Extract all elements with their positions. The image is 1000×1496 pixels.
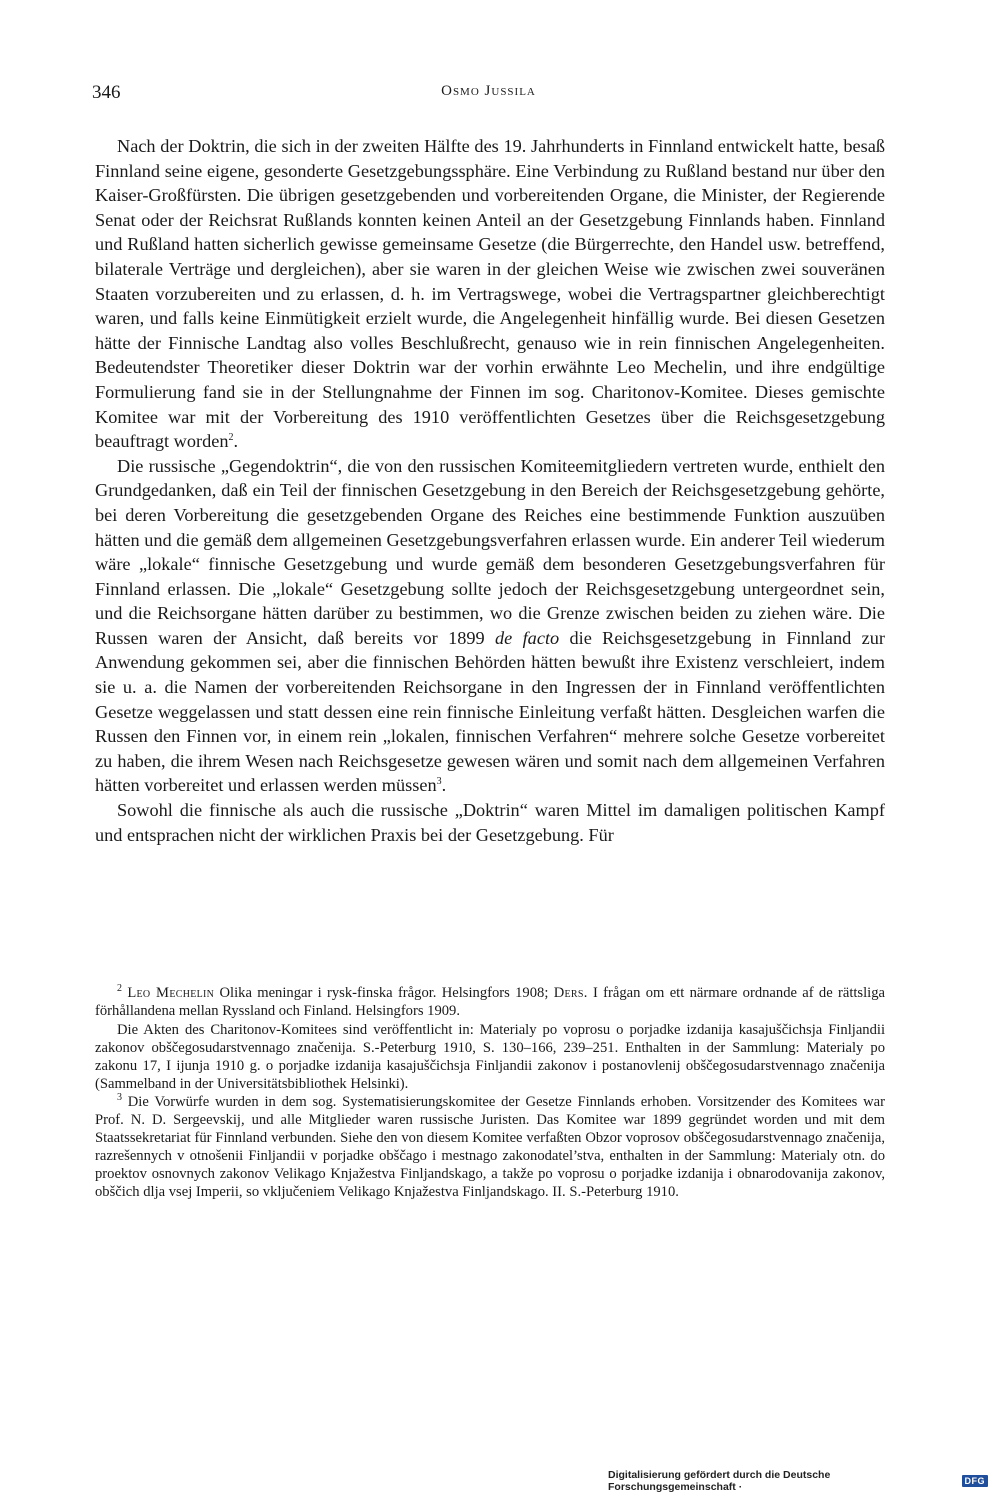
digitization-footer <box>608 1469 988 1493</box>
footnote-3 <box>95 1093 885 1201</box>
footnote-2-author: Leo Mechelin <box>127 985 215 1001</box>
dfg-logo-icon: DFG <box>962 1475 989 1487</box>
paragraph-2-end: . <box>441 775 447 796</box>
paragraph-1 <box>95 134 885 454</box>
page-header <box>92 82 885 110</box>
paragraph-2-text-b: die Reichsgesetzgebung in Finnland zur Anwendung gekommen sei, aber die finnischen Behörden hätten bewußt ihre Existenz verschleiert, indem sie u. a. die Namen der vorbereitenden Reichsorgane in den Ingressen der in Finnland veröffentlichten Gesetze weggelassen und statt dessen eine rein finnische Einleitung verfaßt hätten. Desgleichen warfen die Russen den Finnen vor, in einem rein „lokalen, finnischen Verfahren“ mehrere solche Gesetze vorbereitet zu haben, die ihrem Wesen nach Reichsgesetze gewesen wären und somit nach dem allgemeinen Verfahren hätten vorbereitet und erlassen werden müssen <box>95 627 886 796</box>
paragraph-2-italic: de facto <box>495 627 560 648</box>
paragraph-1-text: Nach der Doktrin, die sich in der zweiten Hälfte des 19. Jahrhunderts in Finnland entwickelt hatte, besaß Finnland seine eigene, gesonderte Gesetzgebungssphäre. Eine Verbindung zu Rußland bestand nur über den Kaiser-Großfürsten. Die übrigen gesetzgebenden und vorbereitenden Organe, die Minister, der Regierende Senat oder der Reichsrat Rußlands konnten keinen Anteil an der Gesetzgebung Finnlands haben. Finnland und Rußland hatten sicherlich gewisse gemeinsame Gesetze (die Bürgerrechte, den Handel usw. betreffend, bilaterale Verträge und dergleichen), aber sie waren in der gleichen Weise wie zwischen zwei souveränen Staaten vorzubereiten und zu erlassen, d. h. im Vertragswege, wobei die Vertragspartner gleichberechtigt waren, und falls keine Einmütigkeit erzielt wurde, die Angelegenheit hinfällig wurde. Bei diesen Gesetzen hätte der Finnische Landtag also volles Beschlußrecht, genauso wie in rein finnischen Angelegenheiten. Bedeutendster Theoretiker dieser Doktrin war der vorhin erwähnte Leo Mechelin, und ihre endgültige Formulierung fand sie in der Stellungnahme der Finnen im sog. Charitonov-Komitee. Dieses gemischte Komitee war mit der Vorbereitung des 1910 veröffentlichten Gesetzes über die Reichsgesetzgebung beauftragt worden <box>95 136 885 452</box>
footnote-2-continued: Die Akten des Charitonov-Komitees sind veröffentlicht in: Materialy po voprosu o porjadke izdanija kasajuščichsja Finljandii zakonov obščegosudarstvennago značenija. S.-Peterburg 1910, S. 130–166, 239–251. Enthalten in der Sammlung: Materialy po zakonu 17, I ijunja 1910 g. o porjadke izdanija kasajuščichsja Finljandii zakonov i postanovlenij obščegosudarstvennago značenija (Sammelband in der Universitätsbibliothek Helsinki). <box>95 1022 885 1092</box>
footnote-3-mark: 3 <box>117 1092 122 1104</box>
footnote-2-text-1: Olika meningar i rysk-finska frågor. Helsingfors 1908; <box>214 985 554 1001</box>
page-number: 346 <box>92 82 121 103</box>
footnotes <box>95 984 885 1201</box>
footnote-2-author-ders: Ders. <box>553 985 588 1001</box>
running-head: Osmo Jussila <box>441 83 536 99</box>
paragraph-2 <box>95 454 885 798</box>
footnote-2-mark: 2 <box>117 983 122 995</box>
paragraph-2-text-a: Die russische „Gegendoktrin“, die von den russischen Komiteemitgliedern vertreten wurde, enthielt den Grundgedanken, daß ein Teil der finnischen Gesetzgebung in den Bereich der Reichsgesetzgebung gehörte, bei deren Vorbereitung die gesetzgebenden Organe des Reiches eine bestimmende Funktion auszuüben hätten und die gemäß dem allgemeinen Gesetzgebungsverfahren erlassen wurde. Ein anderer Teil wiederum wäre „lokale“ finnische Gesetzgebung und wurde gemäß dem besonderen Gesetzgebungsverfahren für Finnland erlassen. Die „lokale“ Gesetzgebung sollte jedoch der Reichsgesetzgebung untergeordnet sein, und die Reichsorgane hätten darüber zu bestimmen, wo die Grenze zwischen beiden zu ziehen wäre. Die Russen waren der Ansicht, daß bereits vor 1899 <box>95 455 885 648</box>
footer-credit: Digitalisierung gefördert durch die Deutsche Forschungsgemeinschaft · <box>608 1469 831 1493</box>
paragraph-3: Sowohl die finnische als auch die russische „Doktrin“ waren Mittel im damaligen politischen Kampf und entsprachen nicht der wirklichen Praxis bei der Gesetzgebung. Für <box>95 800 885 845</box>
footnote-2 <box>95 984 885 1020</box>
main-text <box>95 134 885 847</box>
footnote-ref-2[interactable]: 2 <box>228 432 234 444</box>
paragraph-1-end: . <box>233 431 239 452</box>
footnote-3-text: Die Vorwürfe wurden in dem sog. Systematisierungskomitee der Gesetze Finnlands erhoben. Vorsitzender des Komitees war Prof. N. D. Sergeevskij, und alle Mitglieder waren russische Juristen. Das Komitee war 1899 gegründet worden und mit dem Staatssekretariat für Finnland verbunden. Siehe den von diesem Komitee verfaßten Obzor voprosov obščegosudarstvennago značenija, razrešennych v otnošenii Finljandii v porjadke obščago i mestnago zakonodatel’stva, enthalten in der Sammlung: Materialy otn. do proektov osnovnych zakonov Velikago Knjažestva Finljandskago, a takže po voprosu o porjadke izdanija i obnarodovanija zakonov, obščich dlja vsej Imperii, so vključeniem Velikago Knjažestva Finljandskago. II. S.-Peterburg 1910. <box>95 1094 885 1200</box>
footnote-ref-3[interactable]: 3 <box>436 776 442 788</box>
footnote-2-text-2: I frågan om ett närmare ordnande af de rättsliga förhållandena mellan Ryssland och Finland. Helsingfors 1909. <box>95 985 885 1019</box>
